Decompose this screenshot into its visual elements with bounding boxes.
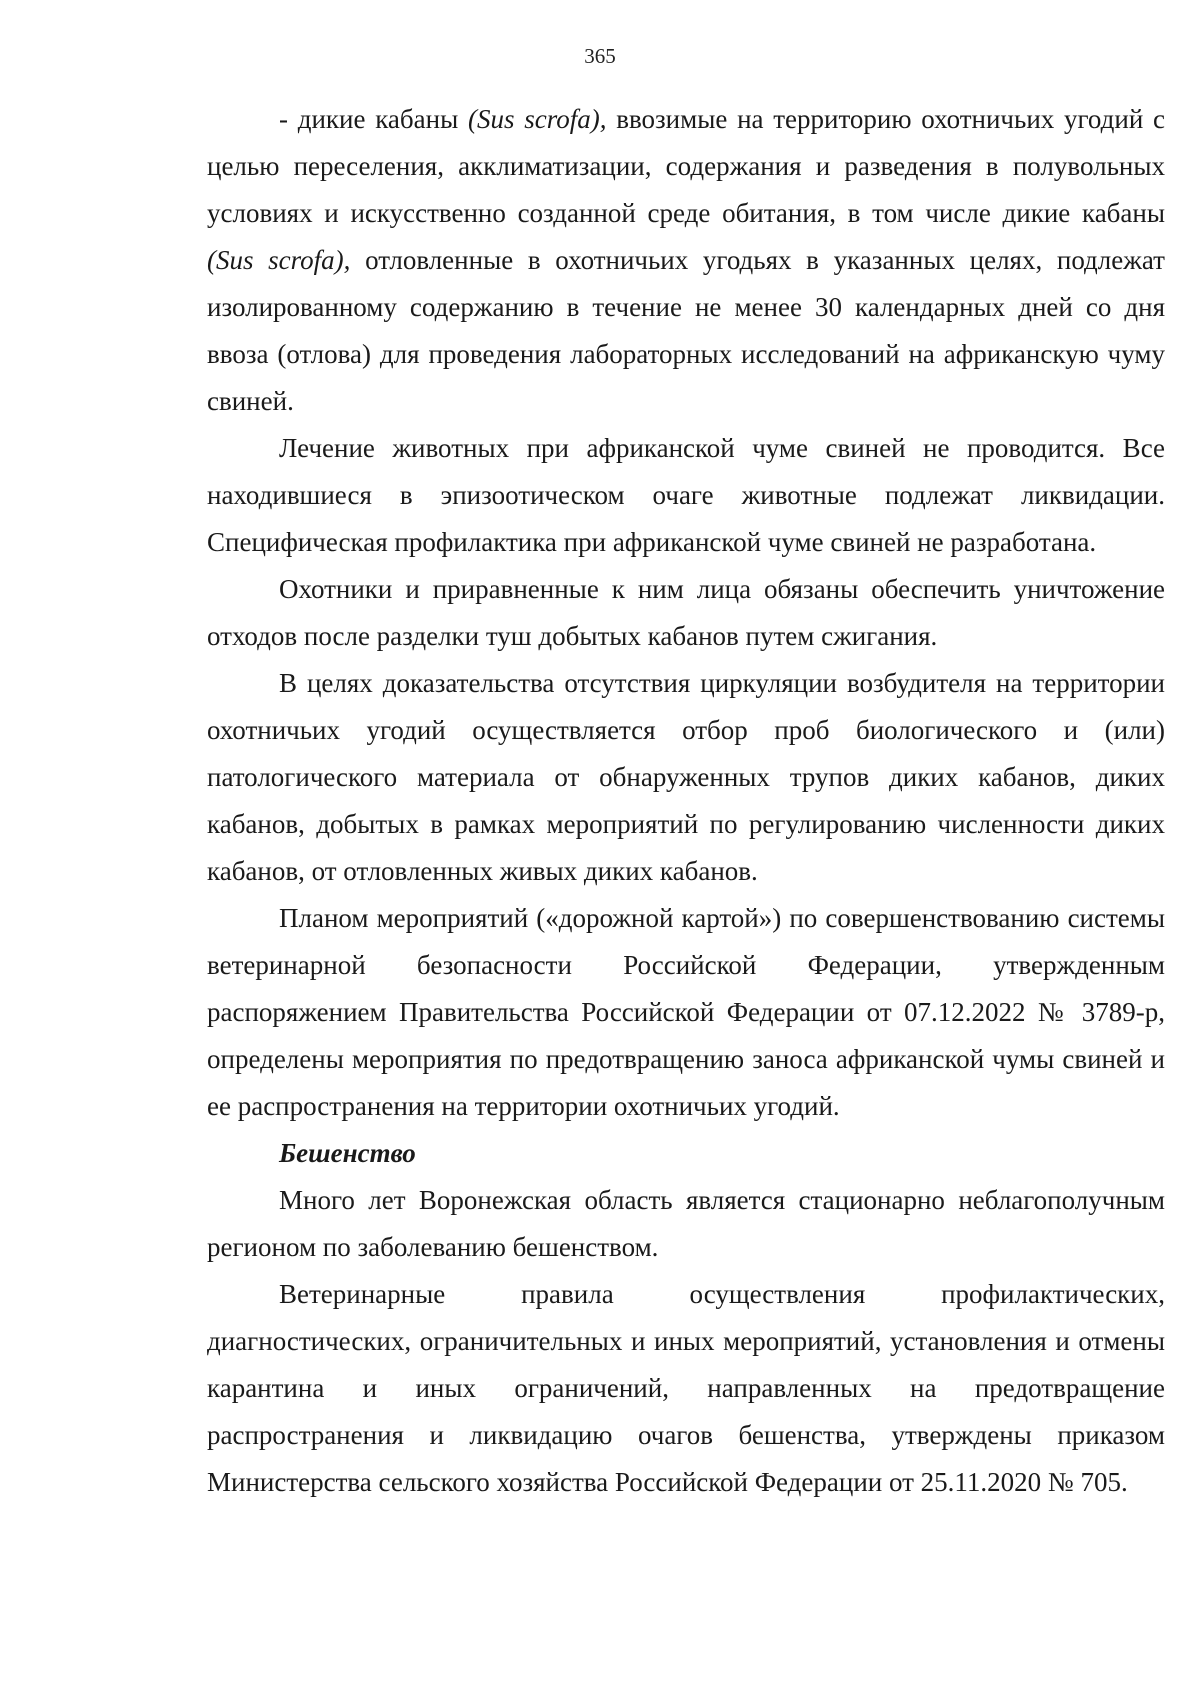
paragraph-roadmap: Планом мероприятий («дорожной картой») по совершенствованию системы ветеринарной безопасности Российской Федерации, утвержденным распоряжением Правительства Российской Федерации от 07.12.2022 № 3789-р, определены мероприятия по предотвращению заноса африканской чумы свиней и ее распространения на территории охотничьих угодий. — [207, 903, 1165, 1121]
paragraph-treatment: Лечение животных при африканской чуме свиней не проводится. Все находившиеся в эпизоотическом очаге животные подлежат ликвидации. Специфическая профилактика при африканской чуме свиней не разработана. — [207, 433, 1165, 557]
paragraph-text: отловленные в охотничьих угодьях в указанных целях, подлежат изолированному содержанию в течение не менее 30 календарных дней со дня ввоза (отлова) для проведения лабораторных исследований на африканскую чуму свиней. — [207, 245, 1165, 416]
paragraph-wild-boars-isolation — [207, 96, 1165, 425]
page-number: 365 — [584, 44, 616, 68]
section-heading-rabies: Бешенство — [279, 1138, 416, 1168]
scientific-name: (Sus scrofa), — [467, 104, 607, 134]
paragraph-sampling: В целях доказательства отсутствия циркуляции возбудителя на территории охотничьих угодий осуществляется отбор проб биологического и (или) патологического материала от обнаруженных трупов диких кабанов, диких кабанов, добытых в рамках мероприятий по регулированию численности диких кабанов, от отловленных живых диких кабанов. — [207, 668, 1165, 886]
document-body — [207, 96, 1165, 1506]
scientific-name: (Sus scrofa), — [207, 245, 351, 275]
paragraph-hunters-obligation: Охотники и приравненные к ним лица обязаны обеспечить уничтожение отходов после разделки туш добытых кабанов путем сжигания. — [207, 574, 1165, 651]
paragraph-text: - дикие кабаны — [279, 104, 468, 134]
paragraph-veterinary-rules: Ветеринарные правила осуществления профилактических, диагностических, ограничительных и иных мероприятий, установления и отмены карантина и иных ограничений, направленных на предотвращение распространения и ликвидацию очагов бешенства, утверждены приказом Министерства сельского хозяйства Российской Федерации от 25.11.2020 № 705. — [207, 1279, 1165, 1497]
paragraph-text: ввозимые на территорию охотничьих угодий с целью переселения, акклиматизации, содержания и разведения в полувольных условиях и искусственно созданной среде обитания, в том числе дикие кабаны — [207, 104, 1165, 228]
paragraph-voronezh-region: Много лет Воронежская область является стационарно неблагополучным регионом по заболеванию бешенством. — [207, 1185, 1165, 1262]
